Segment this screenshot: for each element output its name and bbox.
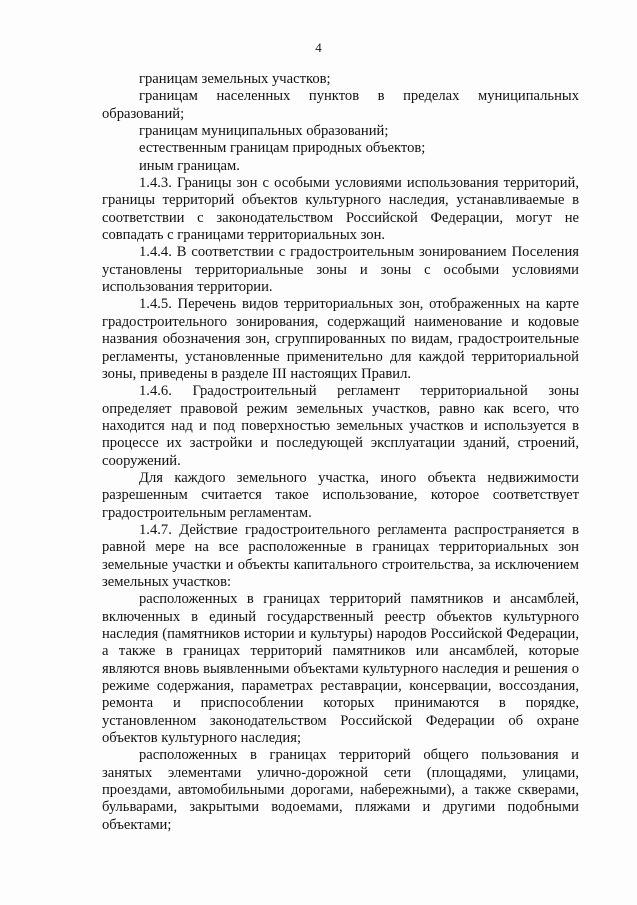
paragraph-1-4-3: 1.4.3. Границы зон с особыми условиями использования территорий, границы территорий объектов культурного наследия, устанавливаемые в соответствии с законодательством Российской Федерации, могут не совпадать с границами территориальных зон. [102, 175, 579, 244]
paragraph-1-4-5: 1.4.5. Перечень видов территориальных зон, отображенных на карте градостроительного зонирования, содержащий наименование и кодовые названия обозначения зон, сгруппированных по видам, градостроительные регламенты, установленные применительно для каждой территориальной зоны, приведены в разделе III настоящих Правил. [102, 296, 579, 382]
list-item-other-boundaries: иным границам. [139, 157, 240, 174]
paragraph-1-4-7: 1.4.7. Действие градостроительного регламента распространяется в равной мере на все расположенные в границах территориальных зон земельные участки и объекты капитального строительства, за исключением земельных участков: [102, 521, 579, 590]
page-number: 4 [315, 40, 322, 55]
list-item-municipalities: границам муниципальных образований; [139, 123, 389, 140]
list-item-settlements: границам населенных пунктов в пределах муниципальных образований; [102, 88, 579, 122]
list-item-land-plots: границам земельных участков; [139, 71, 331, 87]
list-item-heritage-territories: расположенных в границах территорий памятников и ансамблей, включенных в единый государственный реестр объектов культурного наследия (памятников истории и культуры) народов Российской Федерации, а также в границах территорий памятников или ансамблей, которые являются вновь выявленными объектами культурного наследия и решения о режиме содержания, параметрах реставрации, консервации, воссоздания, ремонта и приспособлении которых принимаются в порядке, установленном законодательством Российской Федерации об охране объектов культурного наследия; [102, 591, 579, 747]
list-item-natural-boundaries: естественным границам природных объектов; [139, 140, 426, 157]
list-item-public-territories: расположенных в границах территорий общего пользования и занятых элементами улично-дорожной сети (площадями, улицами, проездами, автомобильными дорогами, набережными), а также скверами, бульварами, закрытыми водоемами, пляжами и другими подобными объектами; [102, 747, 579, 833]
paragraph-1-4-6: 1.4.6. Градостроительный регламент территориальной зоны определяет правовой режим земельных участков, равно как всего, что находится над и под поверхностью земельных участков и используется в процессе их застройки и последующей эксплуатации зданий, строений, сооружений. [102, 383, 579, 469]
document-body [102, 71, 579, 834]
paragraph-permitted-use: Для каждого земельного участка, иного объекта недвижимости разрешенным считается такое использование, которое соответствует градостроительным регламентам. [102, 469, 579, 521]
paragraph-1-4-4: 1.4.4. В соответствии с градостроительным зонированием Поселения установлены территориальные зоны и зоны с особыми условиями использования территории. [102, 244, 579, 296]
